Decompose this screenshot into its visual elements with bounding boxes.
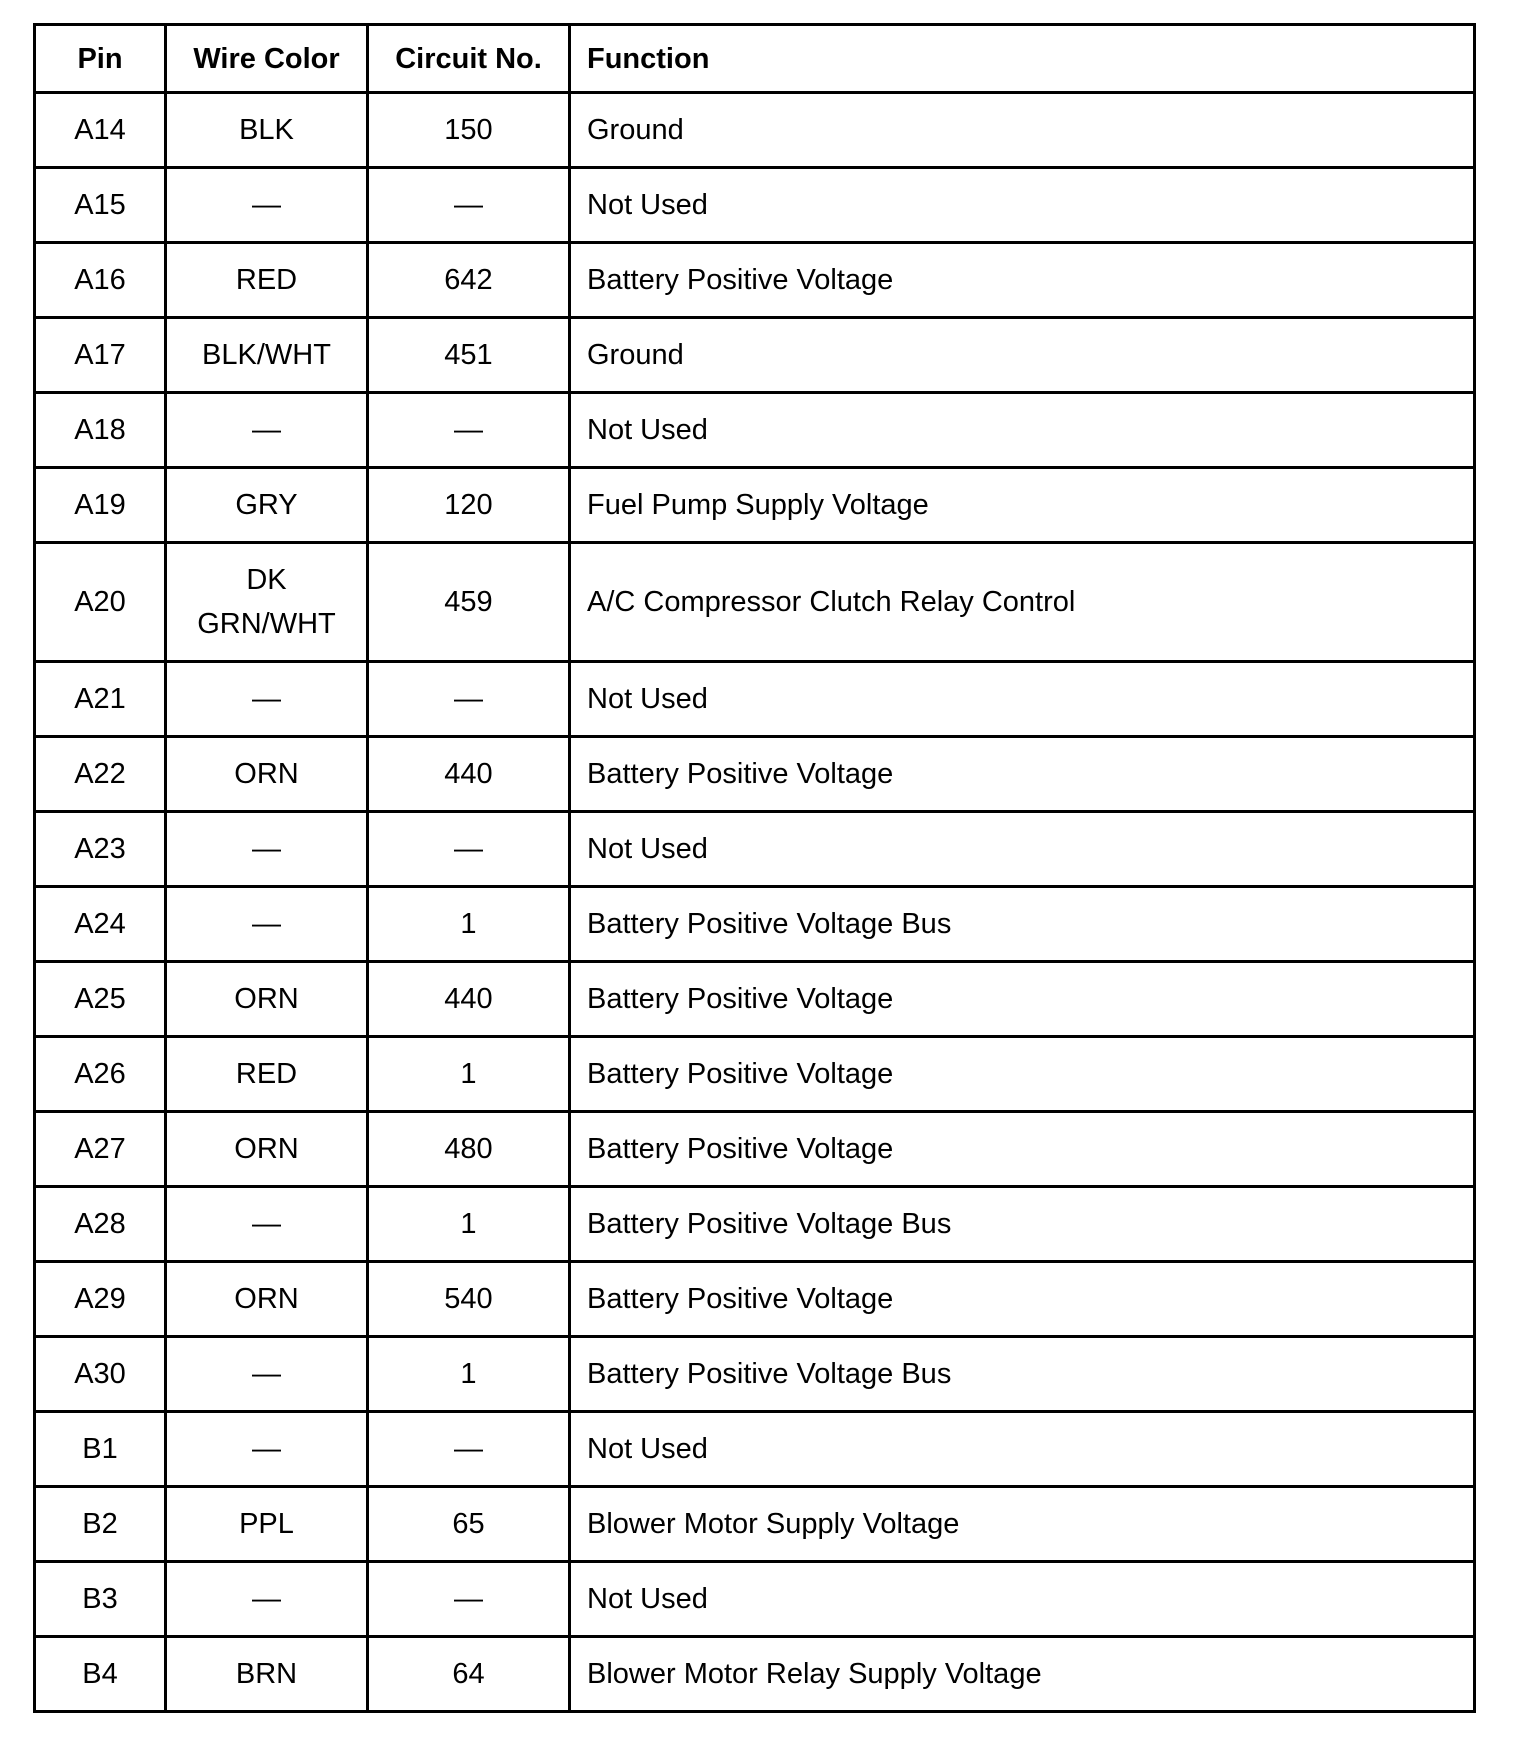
wire-color-cell: [166, 1637, 368, 1712]
pin-cell: A24: [35, 887, 166, 962]
wire-color-text: —: [252, 683, 281, 715]
wire-color-text: ORN: [234, 758, 299, 790]
wire-color-cell: [166, 1487, 368, 1562]
table-row: [35, 1637, 1475, 1712]
table-row: [35, 468, 1475, 543]
wire-color-text: ORN: [234, 1133, 299, 1165]
circuit-no-cell: 150: [368, 93, 570, 168]
pin-cell: B2: [35, 1487, 166, 1562]
wire-color-cell: [166, 812, 368, 887]
table-row: [35, 812, 1475, 887]
wire-color-cell: [166, 1187, 368, 1262]
wire-color-cell: [166, 243, 368, 318]
pin-cell: A29: [35, 1262, 166, 1337]
wire-color-text: PPL: [239, 1508, 294, 1540]
wire-color-text: BLK: [239, 114, 294, 146]
pin-cell: B3: [35, 1562, 166, 1637]
wire-color-text: ORN: [234, 983, 299, 1015]
function-cell: Ground: [570, 93, 1475, 168]
table-row: [35, 243, 1475, 318]
wire-color-cell: [166, 1412, 368, 1487]
wire-color-cell: [166, 93, 368, 168]
pin-cell: B1: [35, 1412, 166, 1487]
table-row: [35, 393, 1475, 468]
circuit-no-cell: 459: [368, 543, 570, 662]
function-cell: Battery Positive Voltage: [570, 737, 1475, 812]
wire-color-cell: [166, 468, 368, 543]
circuit-no-cell: 64: [368, 1637, 570, 1712]
function-cell: Battery Positive Voltage: [570, 1037, 1475, 1112]
function-cell: Battery Positive Voltage Bus: [570, 1337, 1475, 1412]
table-row: [35, 1337, 1475, 1412]
function-cell: Battery Positive Voltage: [570, 243, 1475, 318]
circuit-no-cell: 1: [368, 1037, 570, 1112]
function-cell: Ground: [570, 318, 1475, 393]
pin-cell: A17: [35, 318, 166, 393]
circuit-no-cell: 440: [368, 962, 570, 1037]
circuit-no-cell: —: [368, 1562, 570, 1637]
circuit-no-cell: 451: [368, 318, 570, 393]
table-row: [35, 1037, 1475, 1112]
table-row: [35, 1562, 1475, 1637]
function-cell: Battery Positive Voltage Bus: [570, 1187, 1475, 1262]
wire-color-cell: [166, 1037, 368, 1112]
wire-color-cell: [166, 962, 368, 1037]
function-cell: Battery Positive Voltage Bus: [570, 887, 1475, 962]
wire-color-cell: [166, 318, 368, 393]
function-cell: Blower Motor Relay Supply Voltage: [570, 1637, 1475, 1712]
wire-color-cell: [166, 168, 368, 243]
pin-cell: A28: [35, 1187, 166, 1262]
pin-cell: A18: [35, 393, 166, 468]
wire-color-text: —: [252, 1433, 281, 1465]
circuit-no-cell: 540: [368, 1262, 570, 1337]
wire-color-text: ORN: [234, 1283, 299, 1315]
table-row: [35, 962, 1475, 1037]
circuit-no-cell: 1: [368, 887, 570, 962]
wire-color-text: —: [252, 1583, 281, 1615]
pin-cell: A25: [35, 962, 166, 1037]
wire-color-cell: [166, 543, 368, 662]
circuit-no-cell: 120: [368, 468, 570, 543]
pin-cell: B4: [35, 1637, 166, 1712]
wire-color-cell: [166, 887, 368, 962]
wire-color-text: —: [252, 1358, 281, 1390]
table-row: [35, 93, 1475, 168]
wire-color-text: —: [252, 1208, 281, 1240]
function-cell: Blower Motor Supply Voltage: [570, 1487, 1475, 1562]
circuit-no-cell: 440: [368, 737, 570, 812]
header-function: Function: [570, 25, 1475, 93]
circuit-no-cell: 65: [368, 1487, 570, 1562]
wire-color-cell: [166, 1337, 368, 1412]
wire-color-cell: [166, 1112, 368, 1187]
wire-color-text: RED: [235, 264, 298, 296]
header-wire-color: Wire Color: [166, 25, 368, 93]
pin-cell: A26: [35, 1037, 166, 1112]
table-row: [35, 543, 1475, 662]
pin-cell: A22: [35, 737, 166, 812]
pin-cell: A20: [35, 543, 166, 662]
table-row: [35, 1487, 1475, 1562]
function-cell: A/C Compressor Clutch Relay Control: [570, 543, 1475, 662]
pin-cell: A19: [35, 468, 166, 543]
table-row: [35, 737, 1475, 812]
circuit-no-cell: 1: [368, 1187, 570, 1262]
wire-color-text: BRN: [235, 1658, 298, 1690]
function-cell: Not Used: [570, 168, 1475, 243]
circuit-no-cell: 480: [368, 1112, 570, 1187]
circuit-no-cell: 1: [368, 1337, 570, 1412]
function-cell: Not Used: [570, 393, 1475, 468]
function-cell: Not Used: [570, 662, 1475, 737]
circuit-no-cell: —: [368, 662, 570, 737]
wire-color-cell: [166, 393, 368, 468]
wire-color-text: —: [252, 414, 281, 446]
function-cell: Fuel Pump Supply Voltage: [570, 468, 1475, 543]
table-row: [35, 662, 1475, 737]
header-row: [35, 25, 1475, 93]
pin-cell: A23: [35, 812, 166, 887]
wire-color-text: BLK/WHT: [202, 339, 331, 371]
pin-cell: A27: [35, 1112, 166, 1187]
function-cell: Not Used: [570, 1412, 1475, 1487]
table-row: [35, 1187, 1475, 1262]
pin-cell: A30: [35, 1337, 166, 1412]
table-row: [35, 1112, 1475, 1187]
circuit-no-cell: —: [368, 812, 570, 887]
function-cell: Battery Positive Voltage: [570, 962, 1475, 1037]
header-circuit-no: Circuit No.: [368, 25, 570, 93]
wire-color-text: RED: [235, 1058, 298, 1090]
wire-color-cell: [166, 662, 368, 737]
function-cell: Battery Positive Voltage: [570, 1112, 1475, 1187]
table-row: [35, 168, 1475, 243]
circuit-no-cell: —: [368, 1412, 570, 1487]
table-row: [35, 887, 1475, 962]
function-cell: Not Used: [570, 1562, 1475, 1637]
function-cell: Not Used: [570, 812, 1475, 887]
circuit-no-cell: —: [368, 168, 570, 243]
function-cell: Battery Positive Voltage: [570, 1262, 1475, 1337]
wire-color-text: —: [252, 189, 281, 221]
wire-color-text: —: [252, 908, 281, 940]
wire-color-cell: [166, 1562, 368, 1637]
wire-color-cell: [166, 737, 368, 812]
connector-pinout-table: [33, 23, 1476, 1713]
circuit-no-cell: 642: [368, 243, 570, 318]
wire-color-cell: [166, 1262, 368, 1337]
pin-cell: A16: [35, 243, 166, 318]
wire-color-text: GRY: [235, 489, 298, 521]
table-body: [35, 93, 1475, 1712]
table-row: [35, 1262, 1475, 1337]
pin-cell: A15: [35, 168, 166, 243]
wire-color-text: —: [252, 833, 281, 865]
header-pin: Pin: [35, 25, 166, 93]
pin-cell: A21: [35, 662, 166, 737]
table-row: [35, 318, 1475, 393]
circuit-no-cell: —: [368, 393, 570, 468]
wire-color-text: DK GRN/WHT: [197, 564, 336, 640]
table-row: [35, 1412, 1475, 1487]
pin-cell: A14: [35, 93, 166, 168]
